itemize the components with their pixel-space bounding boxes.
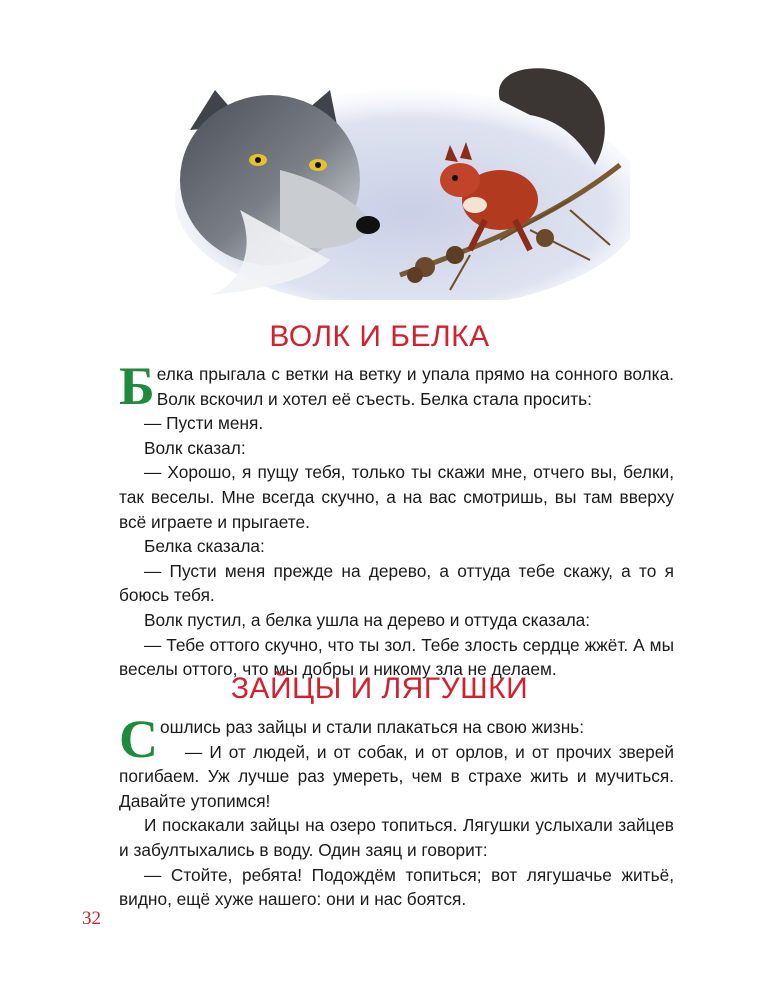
- paragraph: Белка сказала:: [144, 536, 265, 557]
- paragraph: Волк пустил, а белка ушла на дерево и оттуда сказала:: [144, 609, 591, 630]
- paragraph: Сошлись раз зайцы и стали плакаться на свою жизнь:: [119, 709, 585, 769]
- paragraph: — Тебе оттого скучно, что ты зол. Тебе злость сердце жжёт. А мы веселы оттого, что мы добры и никому зла не делаем.: [119, 634, 674, 680]
- story-title: ЗАЙЦЫ И ЛЯГУШКИ: [230, 672, 529, 705]
- page-number: 32: [82, 908, 101, 929]
- paragraph: Белка прыгала с ветки на ветку и упала прямо на сонного волка. Волк вскочил и хотел её съесть. Белка стала просить:: [119, 356, 674, 416]
- paragraph: — Пусти меня.: [144, 413, 264, 434]
- story-text: [119, 356, 674, 682]
- story-text: [119, 709, 674, 912]
- paragraph: И поскакали зайцы на озеро топиться. Лягушки услыхали зайцев и забултыхались в воду. Один заяц и говорит:: [119, 815, 674, 860]
- paragraph: Волк сказал:: [144, 437, 246, 458]
- paragraph: — Стойте, ребята! Подождём топиться; вот лягушачье житьё, видно, ещё хуже нашего: они и нас боятся.: [119, 864, 674, 910]
- paragraph: — Хорошо, я пущу тебя, только ты скажи мне, отчего вы, белки, так веселы. Мне всегда скучно, а на вас смотришь, вы там вверху всё играете и прыгаете.: [119, 462, 674, 532]
- wolf-and-squirrel-illustration: [170, 60, 630, 300]
- drop-cap: Б: [119, 356, 155, 416]
- paragraph: — Пусти меня прежде на дерево, а оттуда тебе скажу, а то я боюсь тебя.: [119, 560, 674, 606]
- drop-cap: С: [119, 709, 158, 769]
- story-title: ВОЛК И БЕЛКА: [269, 320, 490, 353]
- paragraph: — И от людей, и от собак, и от орлов, и от прочих зверей погибаем. Уж лучше раз умереть, чем в страхе жить и мучиться. Давайте утопимся!: [119, 741, 674, 811]
